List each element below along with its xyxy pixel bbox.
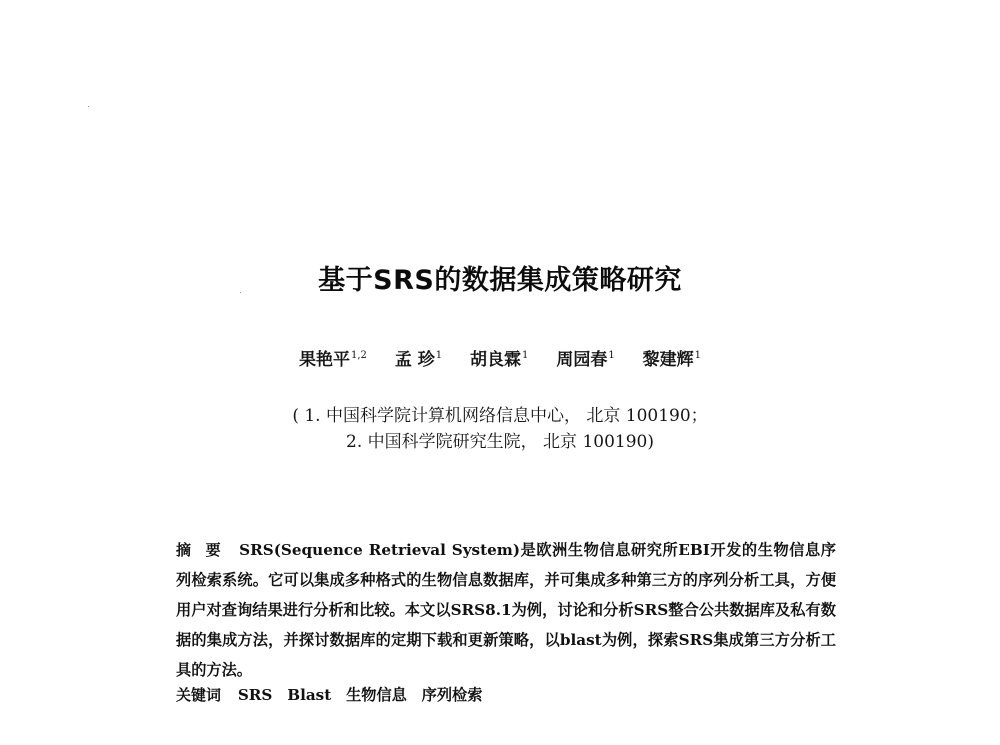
keyword: Blast	[287, 686, 332, 704]
author	[470, 345, 528, 370]
author-affiliation-mark: 1	[435, 350, 443, 361]
author	[299, 345, 367, 370]
affiliations	[0, 403, 1000, 455]
affiliation-line: ( 1. 中国科学院计算机网络信息中心， 北京 100190；	[292, 406, 708, 426]
keywords-label: 关键词	[176, 686, 222, 704]
author-name: 胡良霖	[470, 350, 522, 370]
author-affiliation-mark: 1	[608, 350, 615, 361]
author-affiliation-mark: 1	[522, 350, 529, 361]
keyword: 生物信息	[346, 686, 407, 704]
author-list	[0, 345, 1000, 370]
author-name: 黎建辉	[642, 350, 694, 370]
author-affiliation-mark: 1,2	[350, 350, 367, 361]
author	[556, 345, 614, 370]
author	[395, 345, 442, 370]
scan-speck	[88, 106, 89, 107]
author	[643, 345, 701, 370]
abstract-text: SRS(Sequence Retrieval System)是欧洲生物信息研究所EBI开发的生物信息序列检索系统。它可以集成多种格式的生物信息数据库，并可集成多种第三方的序列分析工具，方便用户对查询结果进行分析和比较。本文以SRS8.1为例，讨论和分析SRS整合公共数据库及私有数据的集成方法，并探讨数据库的定期下载和更新策略，以blast为例，探索SRS集成第三方分析工具的方法。	[176, 541, 836, 679]
author-name: 果艳平	[298, 350, 350, 370]
keyword: 序列检索	[421, 686, 483, 704]
keyword: SRS	[237, 686, 273, 704]
author-name: 孟 珍	[394, 350, 435, 370]
abstract	[176, 535, 836, 685]
author-affiliation-mark: 1	[694, 350, 701, 361]
author-name: 周园春	[556, 350, 608, 370]
abstract-label: 摘要	[176, 541, 236, 559]
keywords	[176, 683, 836, 707]
affiliation-line: 2. 中国科学院研究生院， 北京 100190)	[346, 432, 654, 452]
paper-title: 基于SRS的数据集成策略研究	[318, 265, 682, 296]
